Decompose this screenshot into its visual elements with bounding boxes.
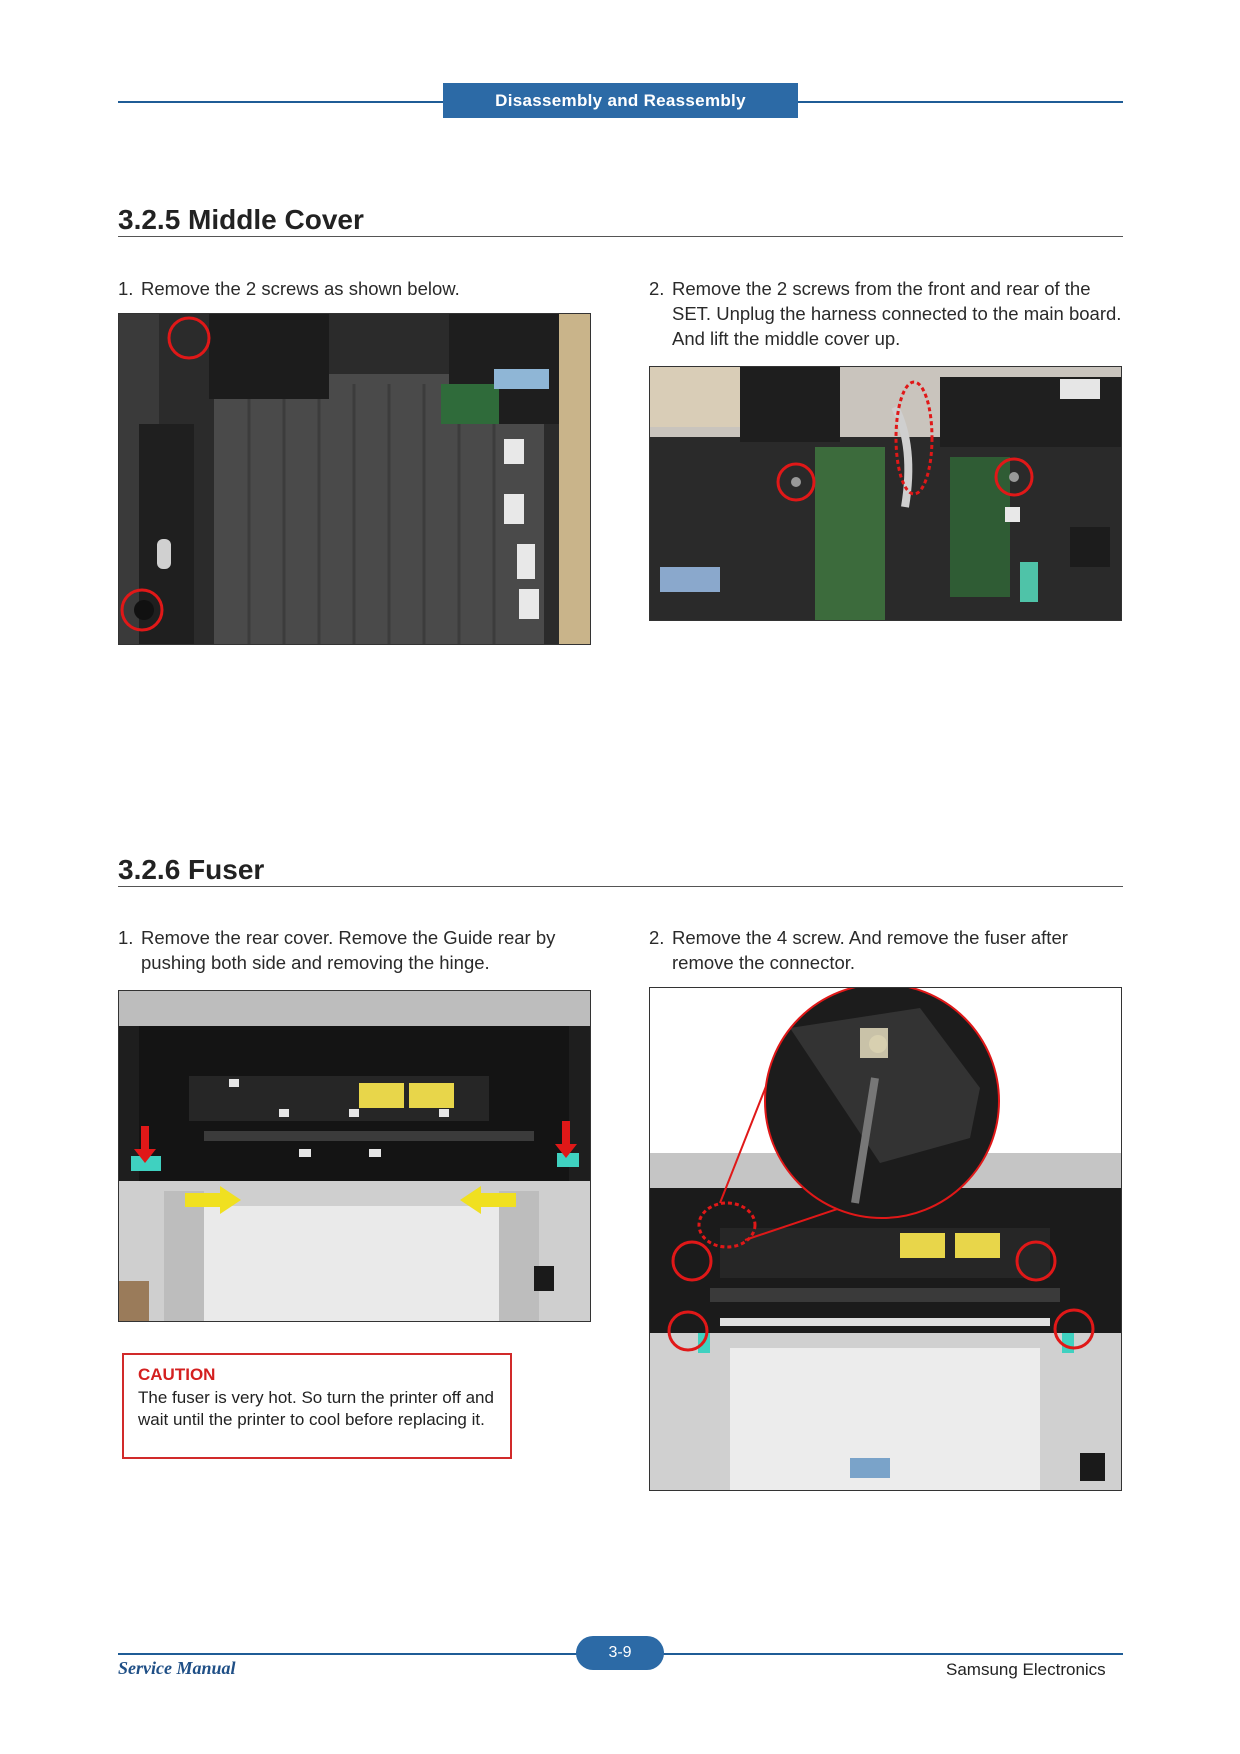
step-number: 1. <box>118 278 134 299</box>
section-rule <box>118 886 1123 887</box>
section-title-fuser: 3.2.6 Fuser <box>118 854 265 885</box>
guide-rear-photo <box>118 990 591 1322</box>
caution-text: The fuser is very hot. So turn the printer off and wait until the printer to cool before replacing it. <box>138 1388 494 1429</box>
section-rule <box>118 236 1123 237</box>
step-text: Remove the 2 screws as shown below. <box>141 278 460 299</box>
step-text: Remove the 4 screw. And remove the fuser after remove the connector. <box>672 927 1068 973</box>
fuser-screws-photo <box>649 987 1122 1491</box>
step-2-middle-cover <box>649 276 1127 351</box>
caution-box <box>122 1353 512 1459</box>
footer-company: Samsung Electronics <box>946 1660 1106 1679</box>
step-text: Remove the 2 screws from the front and rear of the SET. Unplug the harness connected to the main board. And lift the middle cover up. <box>672 278 1122 349</box>
page-number: 3-9 <box>576 1636 664 1670</box>
caution-title: CAUTION <box>138 1365 216 1384</box>
step-number: 2. <box>649 278 665 299</box>
step-number: 1. <box>118 927 134 948</box>
step-number: 2. <box>649 927 665 948</box>
middle-cover-screws-photo <box>118 313 591 645</box>
step-1-fuser <box>118 925 598 975</box>
step-2-fuser <box>649 925 1129 975</box>
section-title-middle-cover: 3.2.5 Middle Cover <box>118 204 364 235</box>
step-text: Remove the rear cover. Remove the Guide rear by pushing both side and removing the hinge. <box>141 927 556 973</box>
chapter-title: Disassembly and Reassembly <box>443 83 798 118</box>
footer-manual-label: Service Manual <box>118 1658 236 1678</box>
step-1-middle-cover <box>118 276 588 301</box>
middle-cover-harness-photo <box>649 366 1122 621</box>
